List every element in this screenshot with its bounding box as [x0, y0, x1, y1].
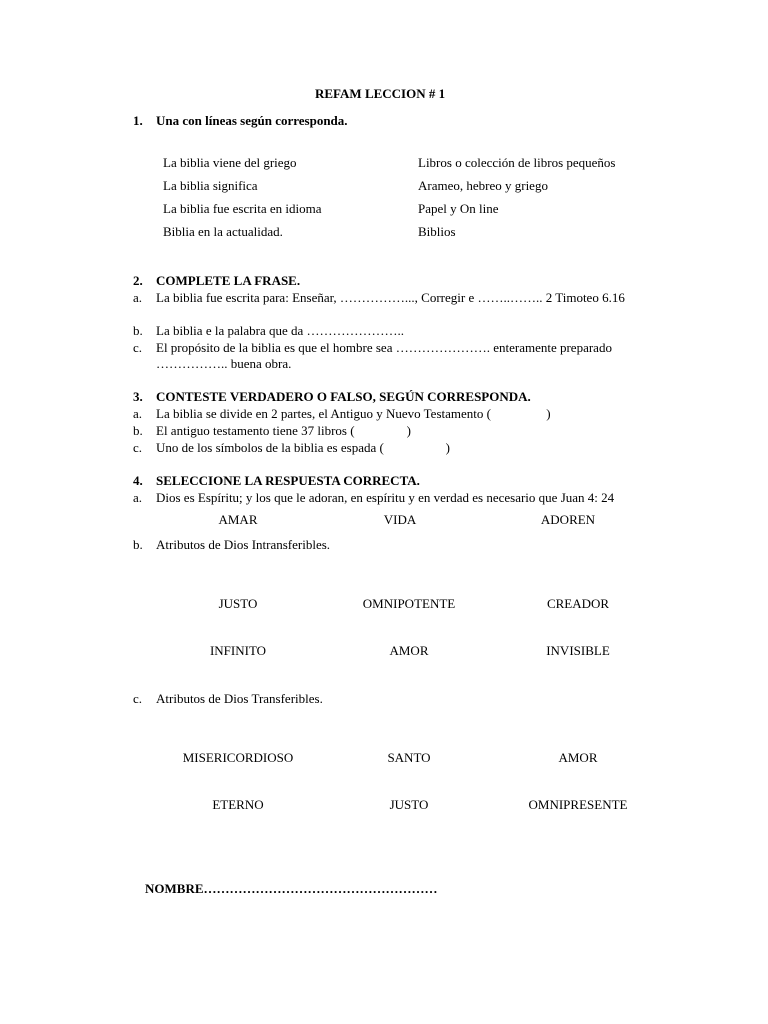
q4a-letter: a.: [133, 490, 143, 505]
q4-prompt: SELECCIONE LA RESPUESTA CORRECTA.: [156, 473, 420, 488]
q4c-letter: c.: [133, 691, 143, 706]
q4b-option: OMNIPOTENTE: [362, 596, 456, 611]
q1-number: 1.: [133, 113, 143, 128]
q3-item-text: El antiguo testamento tiene 37 libros ( ): [156, 423, 411, 438]
q3-item-letter: c.: [133, 440, 143, 455]
q1-right-item: Biblios: [418, 224, 456, 239]
q4c-option: OMNIPRESENTE: [528, 797, 628, 812]
q4c-option: JUSTO: [389, 797, 429, 812]
q1-right-item: Arameo, hebreo y griego: [418, 178, 548, 193]
name-field-line: NOMBRE………………………………………………: [145, 881, 438, 896]
page-title: REFAM LECCION # 1: [315, 86, 446, 101]
q4b-text: Atributos de Dios Intransferibles.: [156, 537, 331, 552]
q4b-option: AMOR: [389, 643, 429, 658]
q4b-option: INVISIBLE: [546, 643, 610, 658]
q4b-option: JUSTO: [218, 596, 258, 611]
q4c-option: AMOR: [558, 750, 598, 765]
q1-left-item: Biblia en la actualidad.: [163, 224, 283, 239]
q3-item-text: Uno de los símbolos de la biblia es espada ( ): [156, 440, 450, 455]
q1-prompt: Una con líneas según corresponda.: [156, 113, 348, 128]
q2-item-letter: b.: [133, 323, 143, 338]
q3-item-text: La biblia se divide en 2 partes, el Antiguo y Nuevo Testamento ( ): [156, 406, 551, 421]
q4-number: 4.: [133, 473, 143, 488]
q4a-option: ADOREN: [540, 512, 596, 527]
q4b-option: CREADOR: [546, 596, 610, 611]
q2-item-text: La biblia fue escrita para: Enseñar, ……………..., Corregir e ……..…….. 2 Timoteo 6.16: [156, 290, 625, 305]
q2-item-letter: c.: [133, 340, 143, 355]
q4a-text: Dios es Espíritu; y los que le adoran, en espíritu y en verdad es necesario que Juan 4: 24: [156, 490, 615, 505]
q4c-option: MISERICORDIOSO: [182, 750, 294, 765]
q3-item-letter: a.: [133, 406, 143, 421]
q4c-option: SANTO: [387, 750, 431, 765]
q1-left-item: La biblia significa: [163, 178, 258, 193]
q4c-option: ETERNO: [212, 797, 264, 812]
q1-left-item: La biblia fue escrita en idioma: [163, 201, 322, 216]
q2-item-letter: a.: [133, 290, 143, 305]
q3-item-letter: b.: [133, 423, 143, 438]
q3-prompt: CONTESTE VERDADERO O FALSO, SEGÚN CORRESPONDA.: [156, 389, 531, 404]
q4a-option: VIDA: [383, 512, 417, 527]
q4b-option: INFINITO: [209, 643, 267, 658]
q2-number: 2.: [133, 273, 143, 288]
q1-right-item: Papel y On line: [418, 201, 499, 216]
q1-left-item: La biblia viene del griego: [163, 155, 297, 170]
q4a-option: AMAR: [218, 512, 258, 527]
q2-prompt: COMPLETE LA FRASE.: [156, 273, 301, 288]
q1-right-item: Libros o colección de libros pequeños: [418, 155, 616, 170]
q3-number: 3.: [133, 389, 143, 404]
q2-item-text: El propósito de la biblia es que el hombre sea …………………. enteramente preparado …………….. buena obra.: [156, 340, 612, 371]
q4c-text: Atributos de Dios Transferibles.: [156, 691, 323, 706]
q2-item-text: La biblia e la palabra que da …………………..: [156, 323, 405, 338]
q4b-letter: b.: [133, 537, 143, 552]
